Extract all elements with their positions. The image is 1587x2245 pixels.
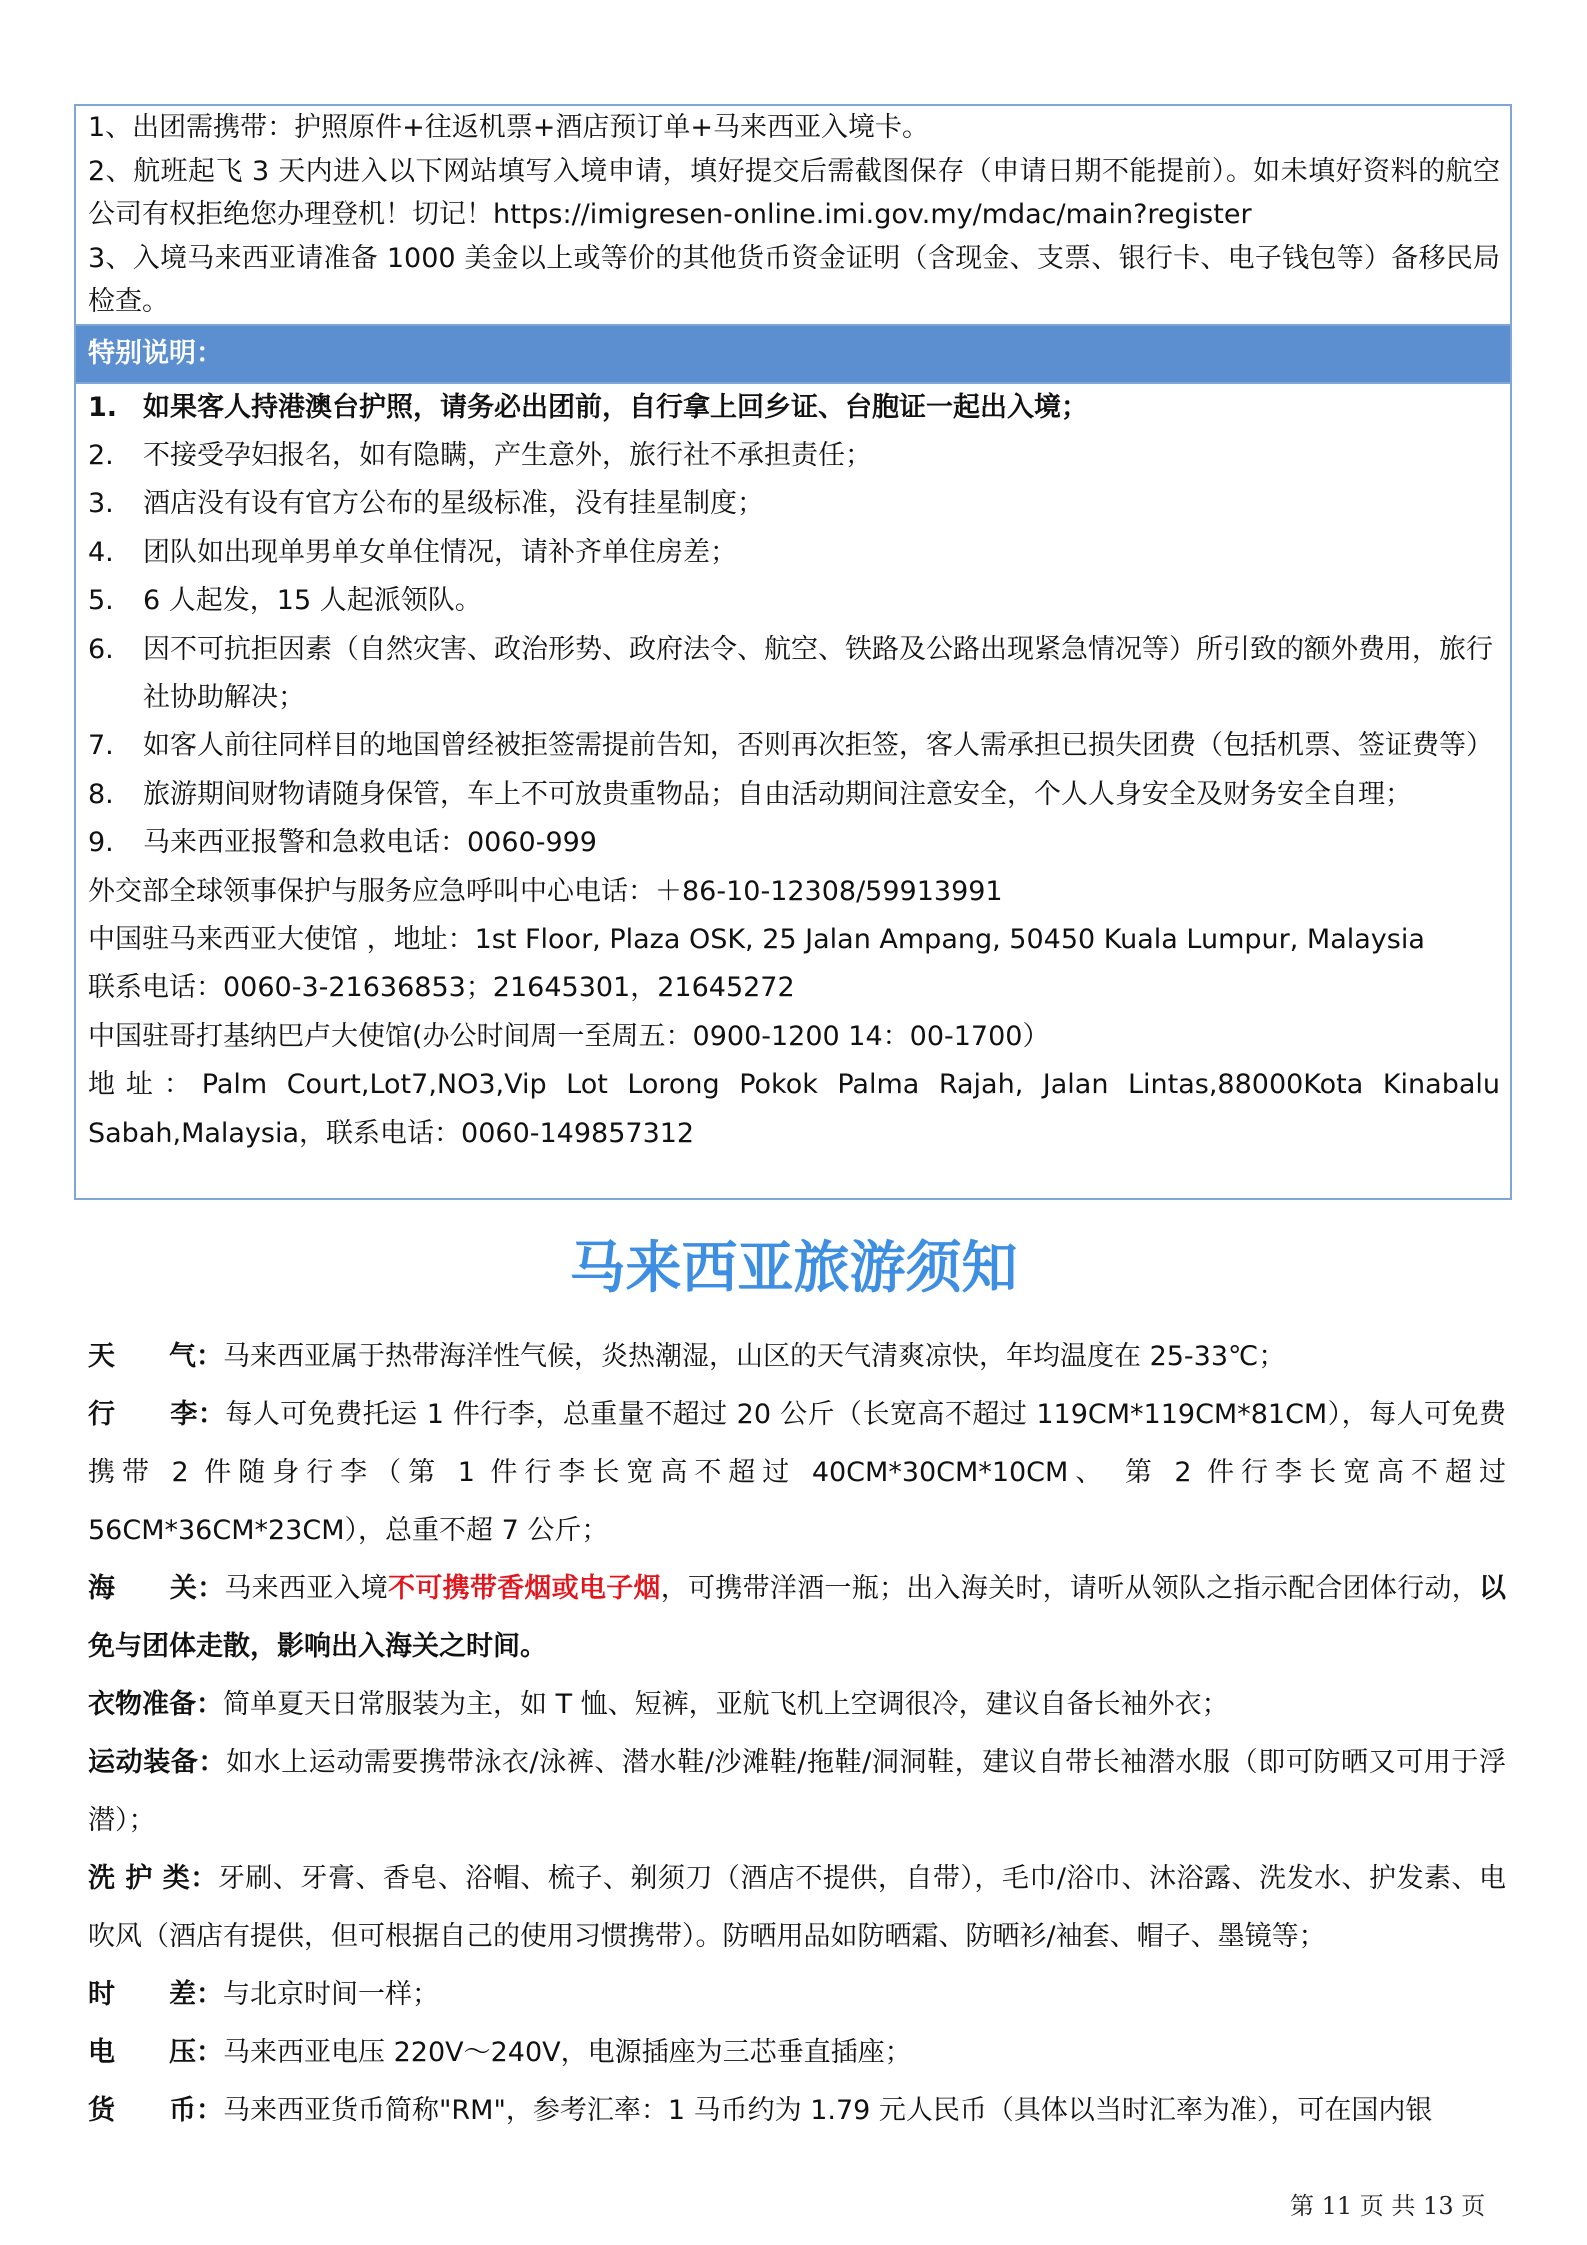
- note-weather: 天 气：马来西亚属于热带海洋性气候，炎热潮湿，山区的天气清爽凉快，年均温度在 25-33℃；: [88, 1341, 1286, 1372]
- entry-requirements: [76, 106, 1510, 324]
- requirement-1: 1、出团需携带：护照原件+往返机票+酒店预订单+马来西亚入境卡。: [88, 112, 930, 143]
- note-timezone: 时 差：与北京时间一样；: [88, 1979, 439, 2010]
- travel-notes: [88, 1328, 1506, 2140]
- consular-hotline: 外交部全球领事保护与服务应急呼叫中心电话：＋86-10-12308/59913991: [88, 875, 1003, 907]
- special-item: 9. 马来西亚报警和急救电话：0060-999: [88, 827, 597, 859]
- special-item: 5. 6 人起发，15 人起派领队。: [88, 585, 482, 617]
- special-item: 2. 不接受孕妇报名，如有隐瞒，产生意外，旅行社不承担责任；: [88, 439, 872, 471]
- embassy-phone: 联系电话：0060-3-21636853；21645301，21645272: [88, 972, 795, 1004]
- embassy-address: 中国驻马来西亚大使馆 ，地址：1st Floor, Plaza OSK, 25 Jalan Ampang, 50450 Kuala Lumpur, Malaysia: [88, 923, 1425, 955]
- note-customs: 海 关：马来西亚入境不可携带香烟或电子烟，可携带洋酒一瓶；出入海关时，请听从领队之指示配合团体行动，以免与团体走散，影响出入海关之时间。: [88, 1573, 1507, 1662]
- page-title: 马来西亚旅游须知: [569, 1236, 1018, 1301]
- special-item: 6. 因不可抗拒因素（自然灾害、政治形势、政府法令、航空、铁路及公路出现紧急情况等）所引致的额外费用，旅行社协助解决；: [88, 633, 1493, 713]
- note-voltage: 电 压：马来西亚电压 220V～240V，电源插座为三芯垂直插座；: [88, 2037, 912, 2068]
- travel-info-box: [74, 104, 1512, 1200]
- page-number: 第 11 页 共 13 页: [1290, 2192, 1486, 2220]
- note-sports: 运动装备：如水上运动需要携带泳衣/泳裤、潜水鞋/沙滩鞋/拖鞋/洞洞鞋，建议自带长袖潜水服（即可防晒又可用于浮潜）；: [88, 1747, 1506, 1836]
- special-item: 1. 如果客人持港澳台护照，请务必出团前，自行拿上回乡证、台胞证一起出入境；: [88, 391, 1088, 423]
- special-item: 3. 酒店没有设有官方公布的星级标准，没有挂星制度；: [88, 488, 764, 520]
- requirement-2: 2、航班起飞 3 天内进入以下网站填写入境申请，填好提交后需截图保存（申请日期不能提前）。如未填好资料的航空公司有权拒绝您办理登机！切记！https://imigresen-online.imi.gov.my/mdac/main?register: [88, 155, 1500, 230]
- note-toiletries: 洗 护 类：牙刷、牙膏、香皂、浴帽、梳子、剃须刀（酒店不提供，自带），毛巾/浴巾、沐浴露、洗发水、护发素、电吹风（酒店有提供，但可根据自己的使用习惯携带）。防晒用品如防晒霜、防晒衫/袖套、帽子、墨镜等；: [88, 1863, 1506, 1952]
- requirement-3: 3、入境马来西亚请准备 1000 美金以上或等价的其他货币资金证明（含现金、支票、银行卡、电子钱包等）备移民局检查。: [88, 242, 1500, 317]
- special-item: 7. 如客人前往同样目的地国曾经被拒签需提前告知，否则再次拒签，客人需承担已损失团费（包括机票、签证费等）: [88, 730, 1493, 762]
- special-notes: [76, 384, 1510, 1159]
- consulate-hours: 中国驻哥打基纳巴卢大使馆(办公时间周一至周五：0900-1200 14：00-1700）: [88, 1020, 1050, 1052]
- special-item: 4. 团队如出现单男单女单住情况，请补齐单住房差；: [88, 536, 737, 568]
- note-luggage: 行 李：每人可免费托运 1 件行李，总重量不超过 20 公斤（长宽高不超过 119CM*119CM*81CM），每人可免费携带 2 件随身行李（第 1 件行李长宽高不超过 40CM*30CM*10CM、 第 2 件行李长宽高不超过 56CM*36CM*23CM），总重不超 7 公斤；: [88, 1399, 1507, 1546]
- consulate-address: 地址：Palm Court,Lot7,NO3,Vip Lot Lorong Pokok Palma Rajah, Jalan Lintas,88000Kota Kinabalu Sabah,Malaysia，联系电话：0060-149857312: [88, 1069, 1500, 1149]
- warning-text: 不可携带香烟或电子烟: [388, 1573, 661, 1604]
- special-item: 8. 旅游期间财物请随身保管，车上不可放贵重物品；自由活动期间注意安全，个人人身安全及财务安全自理；: [88, 778, 1412, 810]
- note-clothing: 衣物准备：简单夏天日常服装为主，如 T 恤、短裤，亚航飞机上空调很冷，建议自备长袖外衣；: [88, 1689, 1229, 1720]
- special-notes-header: 特别说明：: [76, 324, 1510, 384]
- note-currency: 货 币：马来西亚货币简称"RM"，参考汇率：1 马币约为 1.79 元人民币（具体以当时汇率为准），可在国内银: [88, 2095, 1433, 2126]
